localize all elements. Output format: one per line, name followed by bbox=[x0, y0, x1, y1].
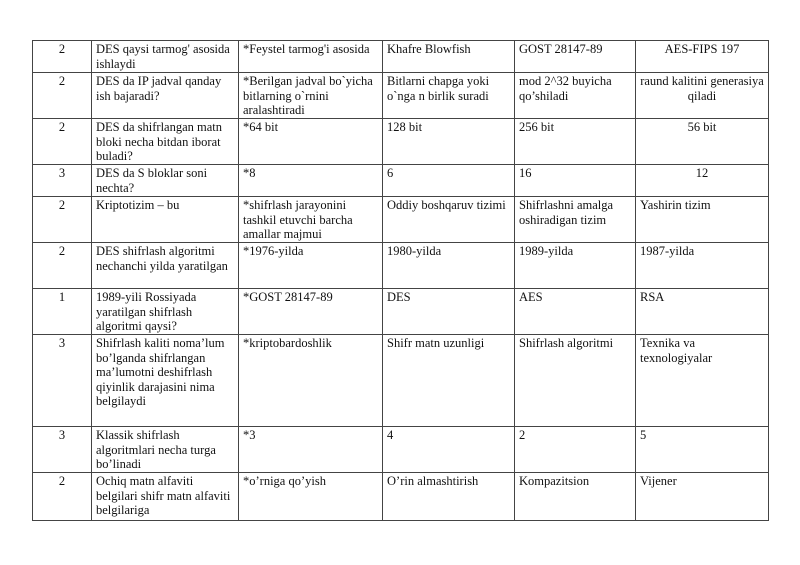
table-row bbox=[33, 119, 769, 165]
table-row bbox=[33, 165, 769, 197]
option-cell: 16 bbox=[515, 165, 636, 197]
score-cell: 2 bbox=[33, 473, 92, 521]
score-cell: 2 bbox=[33, 119, 92, 165]
question-cell: DES da shifrlangan matn bloki necha bitdan iborat buladi? bbox=[92, 119, 239, 165]
option-cell: Oddiy boshqaruv tizimi bbox=[383, 197, 515, 243]
option-cell: Shifrlash algoritmi bbox=[515, 335, 636, 427]
table-row bbox=[33, 197, 769, 243]
option-cell: 56 bit bbox=[636, 119, 769, 165]
option-cell: 6 bbox=[383, 165, 515, 197]
correct-answer-cell: *64 bit bbox=[239, 119, 383, 165]
option-cell: Bitlarni chapga yoki o`nga n birlik suradi bbox=[383, 73, 515, 119]
option-cell: RSA bbox=[636, 289, 769, 335]
option-cell: 2 bbox=[515, 427, 636, 473]
question-cell: Shifrlash kaliti noma’lum bo’lganda shifrlangan ma’lumotni deshifrlash qiyinlik darajasini nima belgilaydi bbox=[92, 335, 239, 427]
option-cell: AES bbox=[515, 289, 636, 335]
question-cell: Kriptotizim – bu bbox=[92, 197, 239, 243]
table-row bbox=[33, 335, 769, 427]
question-cell: DES shifrlash algoritmi nechanchi yilda yaratilgan bbox=[92, 243, 239, 289]
correct-answer-cell: *GOST 28147-89 bbox=[239, 289, 383, 335]
correct-answer-cell: *o’rniga qo’yish bbox=[239, 473, 383, 521]
table-row bbox=[33, 289, 769, 335]
question-cell: 1989-yili Rossiyada yaratilgan shifrlash algoritmi qaysi? bbox=[92, 289, 239, 335]
option-cell: GOST 28147-89 bbox=[515, 41, 636, 73]
table-row bbox=[33, 73, 769, 119]
correct-answer-cell: *8 bbox=[239, 165, 383, 197]
question-cell: Ochiq matn alfaviti belgilari shifr matn alfaviti belgilariga bbox=[92, 473, 239, 521]
option-cell: Yashirin tizim bbox=[636, 197, 769, 243]
option-cell: 12 bbox=[636, 165, 769, 197]
score-cell: 3 bbox=[33, 165, 92, 197]
option-cell: 1980-yilda bbox=[383, 243, 515, 289]
score-cell: 3 bbox=[33, 427, 92, 473]
quiz-table bbox=[32, 40, 769, 521]
question-cell: DES qaysi tarmog' asosida ishlaydi bbox=[92, 41, 239, 73]
table-row bbox=[33, 243, 769, 289]
option-cell: Texnika va texnologiyalar bbox=[636, 335, 769, 427]
question-cell: Klassik shifrlash algoritmlari necha turga bo’linadi bbox=[92, 427, 239, 473]
score-cell: 2 bbox=[33, 197, 92, 243]
score-cell: 2 bbox=[33, 41, 92, 73]
correct-answer-cell: *1976-yilda bbox=[239, 243, 383, 289]
option-cell: O’rin almashtirish bbox=[383, 473, 515, 521]
option-cell: Shifrlashni amalga oshiradigan tizim bbox=[515, 197, 636, 243]
option-cell: 128 bit bbox=[383, 119, 515, 165]
score-cell: 1 bbox=[33, 289, 92, 335]
option-cell: 5 bbox=[636, 427, 769, 473]
option-cell: Kompazitsion bbox=[515, 473, 636, 521]
option-cell: 1987-yilda bbox=[636, 243, 769, 289]
option-cell: Khafre Blowfish bbox=[383, 41, 515, 73]
option-cell: Shifr matn uzunligi bbox=[383, 335, 515, 427]
option-cell: DES bbox=[383, 289, 515, 335]
question-cell: DES da S bloklar soni nechta? bbox=[92, 165, 239, 197]
correct-answer-cell: *Feystel tarmog'i asosida bbox=[239, 41, 383, 73]
option-cell: AES-FIPS 197 bbox=[636, 41, 769, 73]
table-row bbox=[33, 427, 769, 473]
option-cell: 256 bit bbox=[515, 119, 636, 165]
table-row bbox=[33, 473, 769, 521]
correct-answer-cell: *Berilgan jadval bo`yicha bitlarning o`rnini aralashtiradi bbox=[239, 73, 383, 119]
score-cell: 3 bbox=[33, 335, 92, 427]
option-cell: raund kalitini generasiya qiladi bbox=[636, 73, 769, 119]
correct-answer-cell: *kriptobardoshlik bbox=[239, 335, 383, 427]
question-cell: DES da IP jadval qanday ish bajaradi? bbox=[92, 73, 239, 119]
option-cell: 1989-yilda bbox=[515, 243, 636, 289]
score-cell: 2 bbox=[33, 73, 92, 119]
correct-answer-cell: *shifrlash jarayonini tashkil etuvchi barcha amallar majmui bbox=[239, 197, 383, 243]
option-cell: 4 bbox=[383, 427, 515, 473]
score-cell: 2 bbox=[33, 243, 92, 289]
correct-answer-cell: *3 bbox=[239, 427, 383, 473]
table-row bbox=[33, 41, 769, 73]
option-cell: Vijener bbox=[636, 473, 769, 521]
option-cell: mod 2^32 buyicha qo’shiladi bbox=[515, 73, 636, 119]
